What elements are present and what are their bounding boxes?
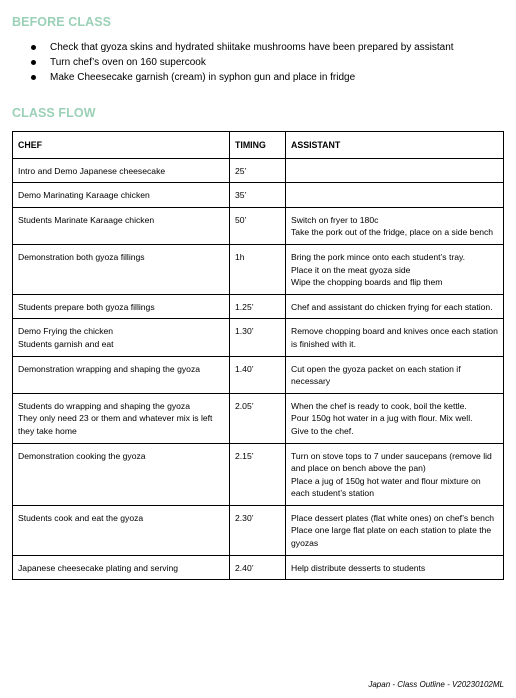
list-item (12, 70, 454, 85)
chef-cell-line: Students garnish and eat (18, 338, 114, 349)
table-row (13, 207, 504, 244)
table-row (13, 158, 504, 183)
list-item-text: Check that gyoza skins and hydrated shiitake mushrooms have been prepared by assistant (50, 42, 454, 53)
table-row (13, 244, 504, 294)
timing-cell: 35’ (230, 183, 286, 208)
bullet-icon (31, 75, 36, 80)
class-flow-table-body (13, 158, 504, 580)
timing-cell: 25’ (230, 158, 286, 183)
assistant-cell-line: Take the pork out of the fridge, place on a side bench (291, 227, 494, 238)
assistant-cell-line: When the chef is ready to cook, boil the kettle. (291, 400, 467, 411)
column-header-chef: CHEF (13, 132, 230, 159)
chef-cell (13, 183, 230, 208)
assistant-cell (286, 294, 504, 319)
bullet-icon (31, 45, 36, 50)
before-class-list (12, 40, 454, 85)
assistant-cell-line: Chef and assistant do chicken frying for each station. (291, 301, 493, 312)
assistant-cell-line: Bring the pork mince onto each student’s tray. (291, 251, 466, 262)
chef-cell (13, 158, 230, 183)
list-item-text: Turn chef’s oven on 160 supercook (50, 57, 206, 68)
assistant-cell (286, 319, 504, 356)
chef-cell-line: Demonstration cooking the gyoza (18, 450, 146, 461)
chef-cell-line: They only need 23 or them and whatever mix is left they take home (18, 413, 213, 436)
chef-cell-line: Students Marinate Karaage chicken (18, 214, 155, 225)
assistant-cell-line: Switch on fryer to 180c (291, 214, 379, 225)
chef-cell-line: Students prepare both gyoza fillings (18, 301, 155, 312)
table-row (13, 356, 504, 393)
assistant-cell (286, 505, 504, 555)
class-flow-table (12, 131, 504, 580)
chef-cell (13, 505, 230, 555)
class-flow-heading: CLASS FLOW (12, 106, 96, 120)
chef-cell-line: Students cook and eat the gyoza (18, 512, 144, 523)
assistant-cell-line: Help distribute desserts to students (291, 562, 426, 573)
chef-cell-line: Demo Marinating Karaage chicken (18, 190, 150, 201)
chef-cell (13, 443, 230, 505)
timing-cell: 2.15’ (230, 443, 286, 505)
chef-cell-line: Japanese cheesecake plating and serving (18, 562, 179, 573)
table-row (13, 319, 504, 356)
timing-cell: 1.40’ (230, 356, 286, 393)
assistant-cell (286, 244, 504, 294)
assistant-cell-line: Wipe the chopping boards and flip them (291, 277, 443, 288)
bullet-icon (31, 60, 36, 65)
column-header-timing: TIMING (230, 132, 286, 159)
timing-cell: 2.05’ (230, 393, 286, 443)
list-item-text: Make Cheesecake garnish (cream) in syphon gun and place in fridge (50, 72, 356, 83)
timing-cell: 50’ (230, 207, 286, 244)
chef-cell (13, 319, 230, 356)
chef-cell (13, 356, 230, 393)
timing-cell: 1h (230, 244, 286, 294)
assistant-cell-line: Place a jug of 150g hot water and flour mixture on each student’s station (291, 475, 481, 499)
assistant-cell (286, 356, 504, 393)
assistant-cell-line: Remove chopping board and knives once each station is finished with it. (291, 326, 498, 349)
timing-cell: 1.30’ (230, 319, 286, 356)
assistant-cell (286, 443, 504, 505)
assistant-cell-line: Place it on the meat gyoza side (291, 264, 411, 275)
list-item (12, 55, 454, 70)
table-row (13, 294, 504, 319)
table-row (13, 393, 504, 443)
table-row (13, 183, 504, 208)
chef-cell-line: Demo Frying the chicken (18, 326, 114, 337)
assistant-cell-line: Pour 150g hot water in a jug with flour. Mix well. (291, 413, 473, 424)
chef-cell-line: Intro and Demo Japanese cheesecake (18, 165, 166, 176)
assistant-cell-line: Place dessert plates (flat white ones) on chef’s bench (291, 512, 495, 523)
chef-cell (13, 207, 230, 244)
table-row (13, 443, 504, 505)
table-row (13, 555, 504, 580)
assistant-cell (286, 555, 504, 580)
assistant-cell-line: Place one large flat plate on each station to plate the gyozas (291, 525, 492, 549)
table-row (13, 505, 504, 555)
column-header-assistant: ASSISTANT (286, 132, 504, 159)
assistant-cell (286, 393, 504, 443)
chef-cell (13, 555, 230, 580)
assistant-cell (286, 183, 504, 208)
chef-cell (13, 294, 230, 319)
chef-cell-line: Students do wrapping and shaping the gyoza (18, 400, 191, 411)
chef-cell-line: Demonstration both gyoza fillings (18, 251, 145, 262)
timing-cell: 2.40’ (230, 555, 286, 580)
list-item (12, 40, 454, 55)
assistant-cell-line: Cut open the gyoza packet on each station if necessary (291, 363, 461, 387)
assistant-cell (286, 207, 504, 244)
chef-cell-line: Demonstration wrapping and shaping the gyoza (18, 363, 201, 374)
assistant-cell (286, 158, 504, 183)
table-header-row (13, 132, 504, 159)
timing-cell: 1.25’ (230, 294, 286, 319)
chef-cell (13, 393, 230, 443)
timing-cell: 2.30’ (230, 505, 286, 555)
assistant-cell-line: Turn on stove tops to 7 under saucepans (remove lid and place on bench above the pan) (291, 450, 492, 474)
document-footer: Japan - Class Outline - V20230102ML (368, 680, 504, 689)
assistant-cell-line: Give to the chef. (291, 425, 354, 436)
before-class-heading: BEFORE CLASS (12, 15, 112, 29)
chef-cell (13, 244, 230, 294)
